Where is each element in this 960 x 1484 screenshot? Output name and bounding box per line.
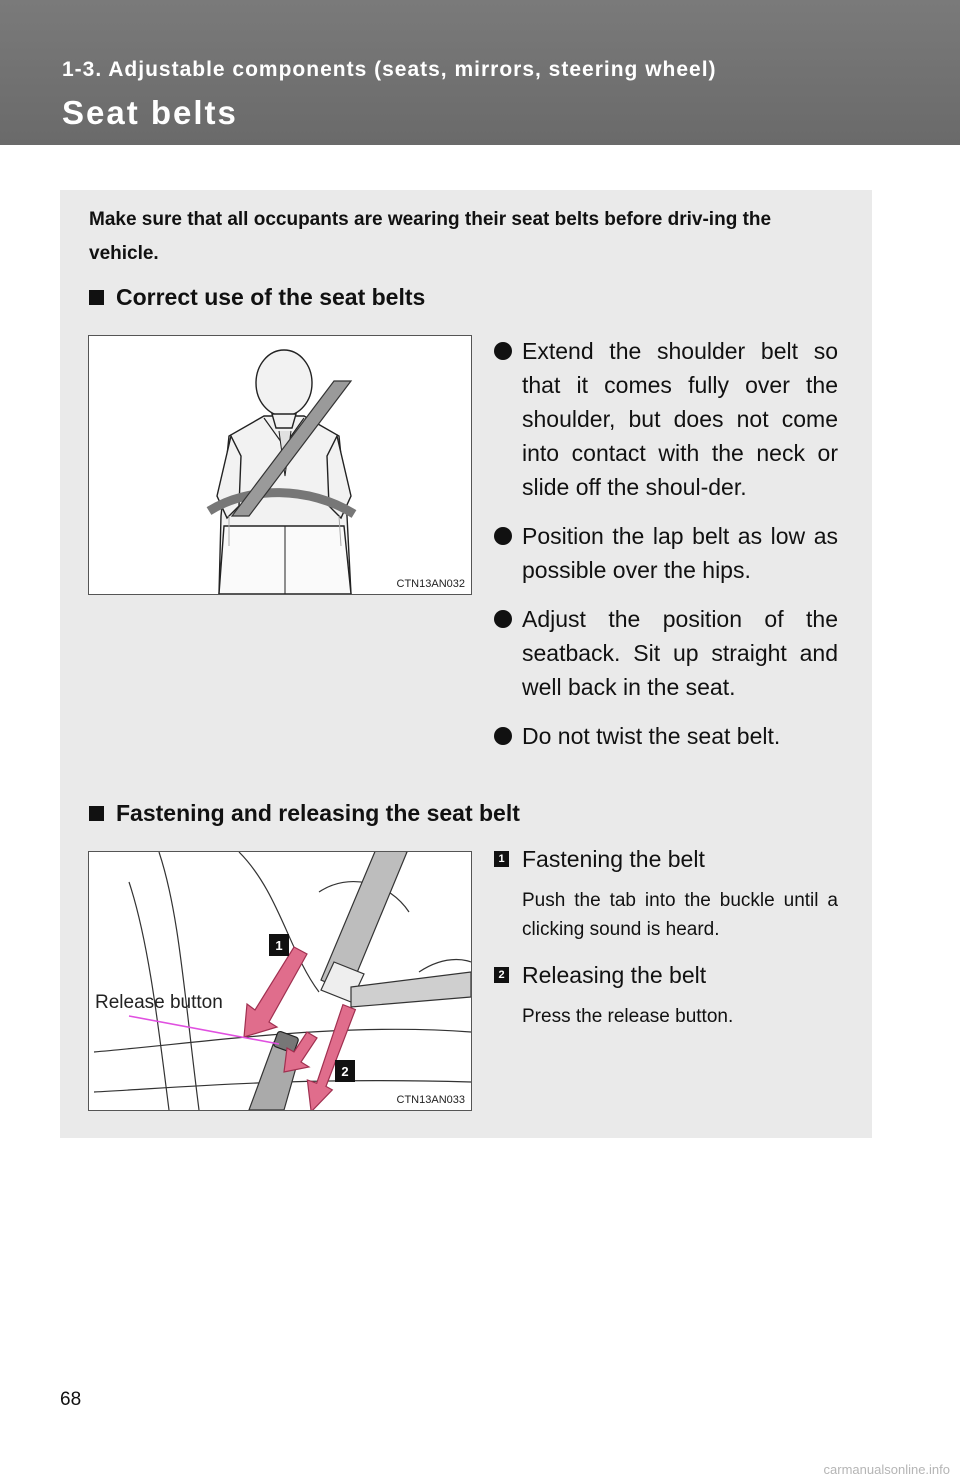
figure-buckle (88, 851, 472, 1111)
page-number: 68 (60, 1389, 82, 1410)
square-bullet-icon (89, 806, 104, 821)
list-item-text: Adjust the position of the seatback. Sit up straight and well back in the seat. (522, 606, 838, 700)
correct-use-list (494, 334, 838, 768)
square-bullet-icon (89, 290, 104, 305)
step-title: Fastening the belt (522, 846, 705, 872)
heading-correct-use-text: Correct use of the seat belts (116, 284, 426, 310)
list-item-text: Do not twist the seat belt. (522, 723, 781, 749)
watermark: carmanualsonline.info (823, 1462, 950, 1477)
page-title: Seat belts (62, 94, 238, 131)
step-description: Press the release button. (522, 1006, 734, 1027)
list-item (494, 334, 838, 504)
heading-fastening (89, 800, 520, 827)
figure-code: CTN13AN033 (396, 1094, 465, 1106)
list-item-text: Position the lap belt as low as possible over the hips. (522, 523, 838, 583)
bullet-dot-icon (494, 727, 512, 745)
step-releasing (494, 958, 838, 1031)
seated-person-illustration (89, 336, 471, 594)
list-item-text: Extend the shoulder belt so that it comes fully over the shoulder, but does not come into contact with the neck or slide off the shoul-der. (522, 338, 838, 500)
bullet-dot-icon (494, 610, 512, 628)
list-item (494, 719, 838, 753)
heading-fastening-text: Fastening and releasing the seat belt (116, 800, 520, 826)
step-description: Push the tab into the buckle until a clicking sound is heard. (522, 890, 838, 940)
svg-text:1: 1 (275, 938, 283, 953)
figure-code: CTN13AN032 (396, 578, 465, 590)
bullet-dot-icon (494, 342, 512, 360)
release-button-label: Release button (95, 992, 223, 1013)
svg-text:2: 2 (341, 1064, 349, 1079)
figure-seated-person (88, 335, 472, 595)
list-item (494, 519, 838, 587)
page-header (0, 0, 960, 145)
section-label: 1-3. Adjustable components (seats, mirrors, steering wheel) (62, 58, 717, 81)
bullet-dot-icon (494, 527, 512, 545)
buckle-illustration (89, 852, 471, 1110)
intro-text: Make sure that all occupants are wearing their seat belts before driv-ing the vehicle. (89, 209, 772, 264)
step-fastening (494, 842, 838, 944)
step-number-badge: 1 (494, 851, 509, 867)
heading-correct-use (89, 284, 425, 311)
step-title: Releasing the belt (522, 962, 707, 988)
list-item (494, 602, 838, 704)
step-number-badge: 2 (494, 967, 509, 983)
